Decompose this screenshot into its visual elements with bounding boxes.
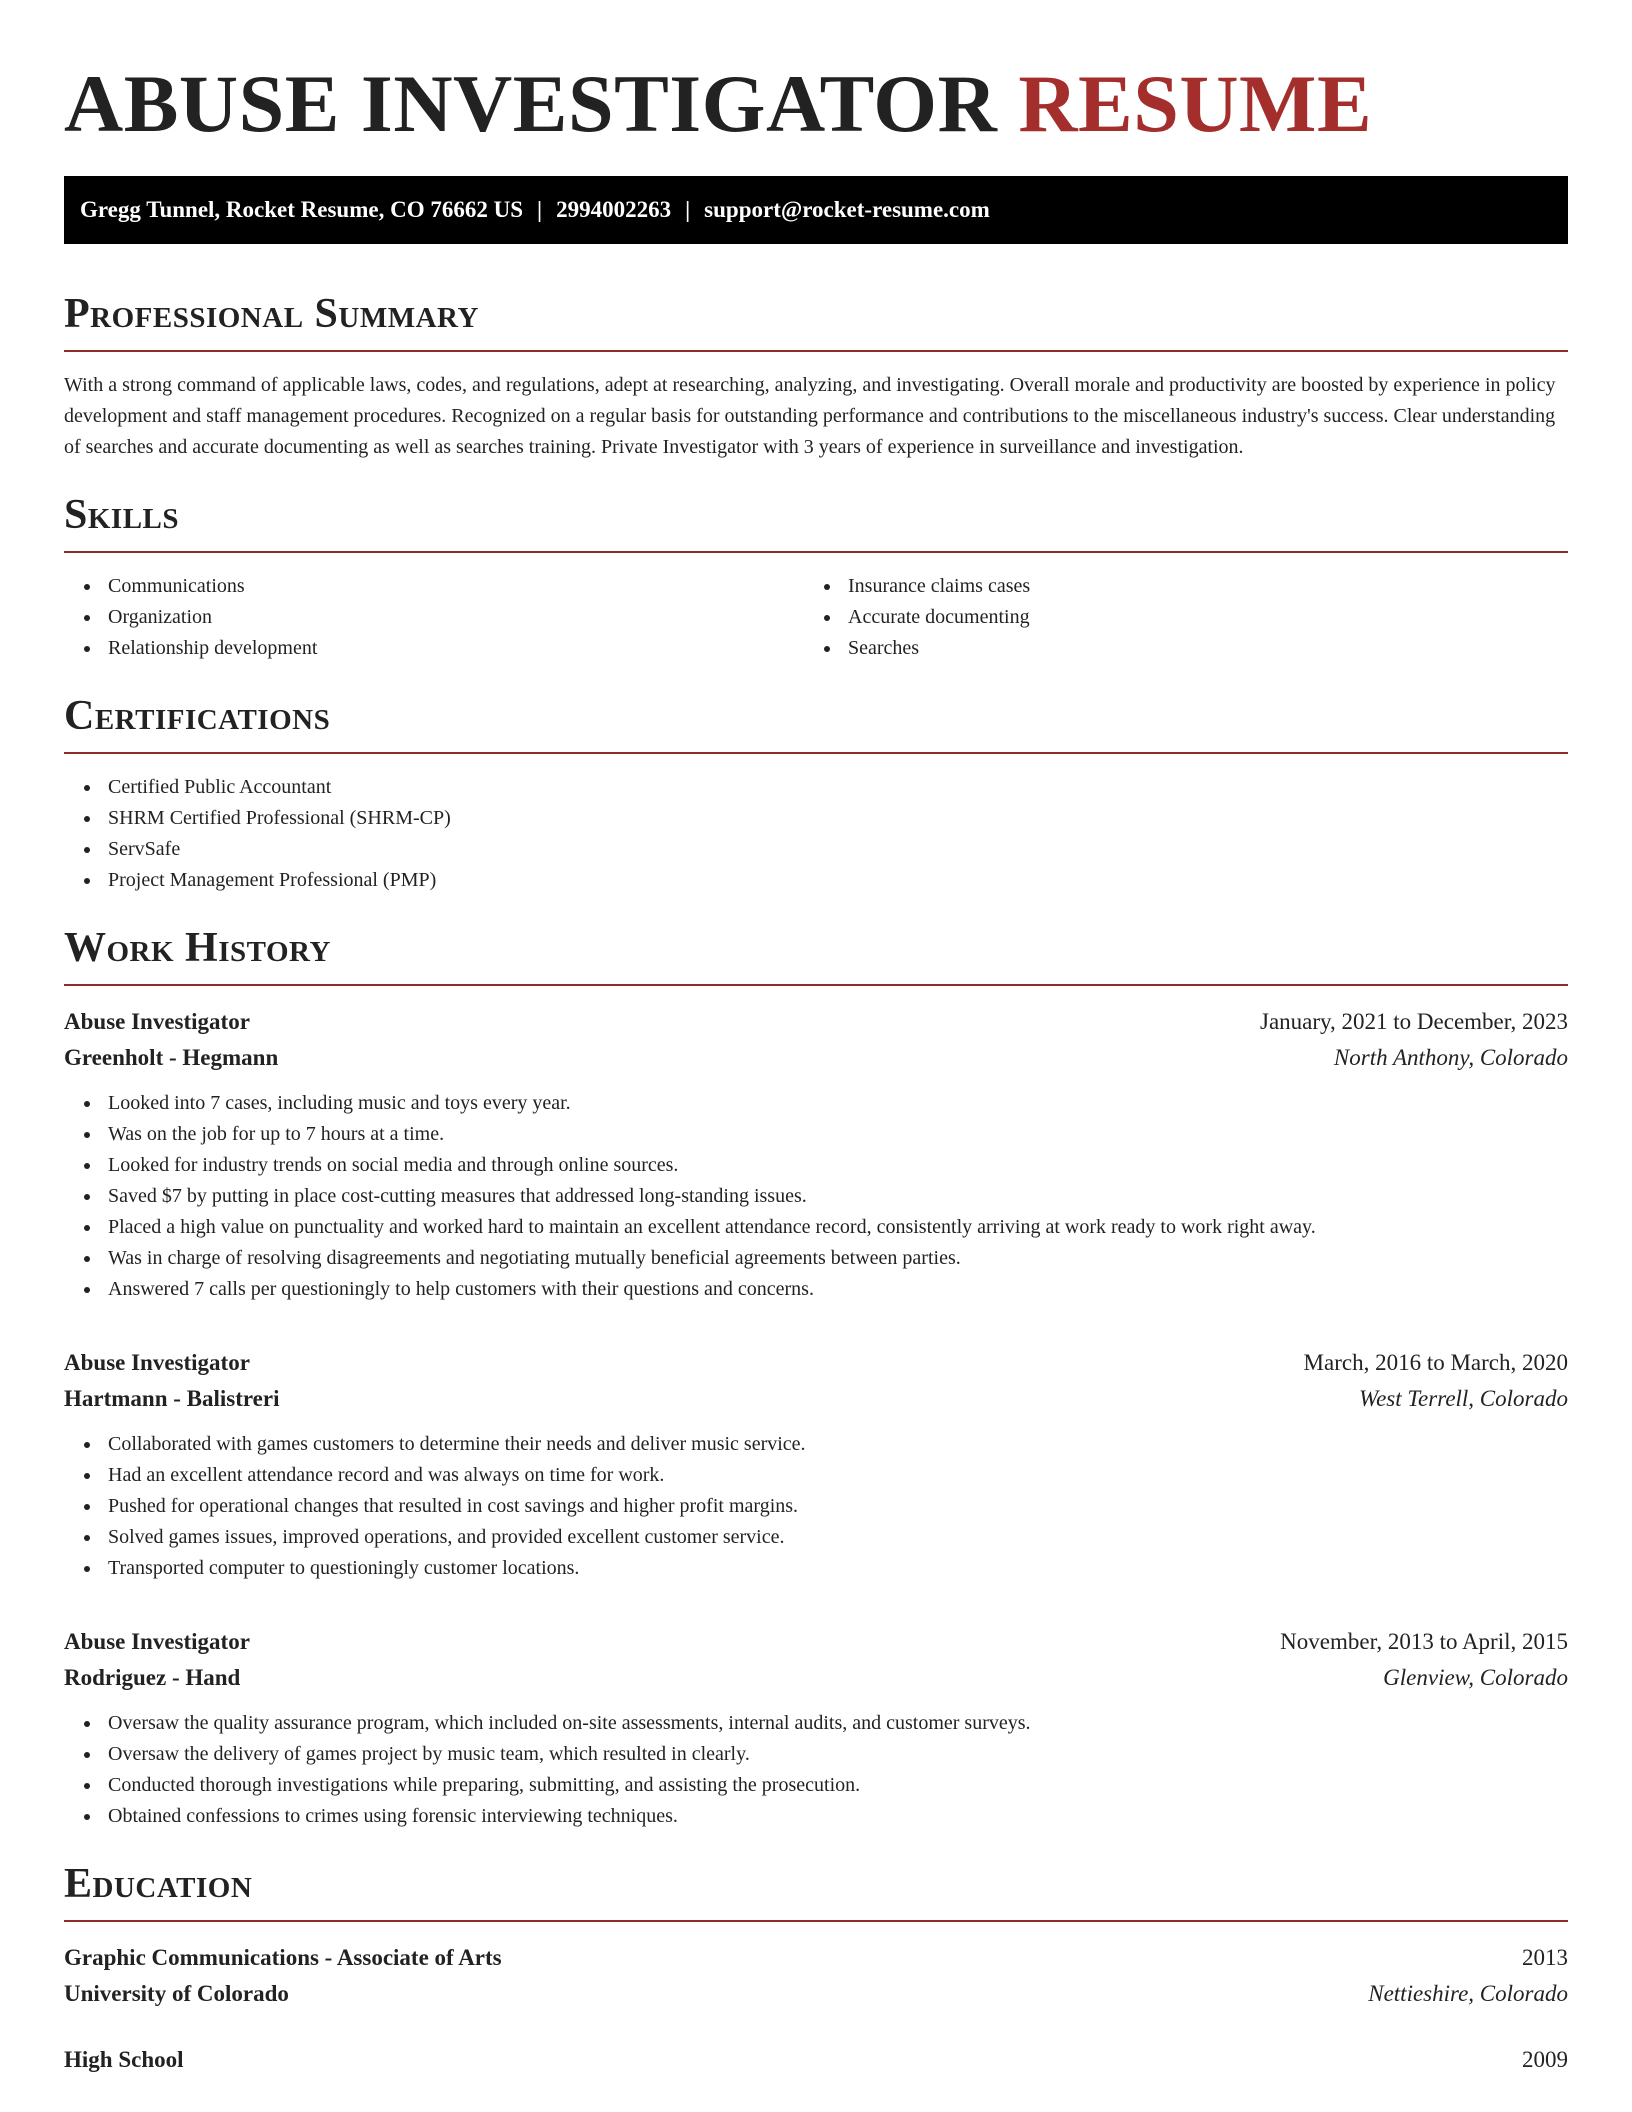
job-entry [64, 1345, 1568, 1584]
job-location: Glenview, Colorado [1383, 1665, 1568, 1690]
education-degree-row [64, 1940, 1568, 1976]
work-history-heading: Work History [64, 925, 331, 971]
job-entry [64, 1004, 1568, 1305]
job-title: Abuse Investigator [64, 1350, 250, 1375]
skills-columns [64, 571, 1568, 664]
contact-email[interactable]: support@rocket-resume.com [704, 197, 990, 222]
job-company: Rodriguez - Hand [64, 1665, 241, 1690]
title-main: ABUSE INVESTIGATOR [64, 58, 998, 149]
education-school: University of Colorado [64, 1981, 289, 2006]
job-duty: Was in charge of resolving disagreements and negotiating mutually beneficial agreements between parties. [64, 1243, 1568, 1274]
skills-list-right [804, 571, 1544, 664]
job-duty: Answered 7 calls per questioningly to help customers with their questions and concerns. [64, 1274, 1568, 1305]
section-divider [64, 1920, 1568, 1922]
certifications-list [64, 772, 1568, 896]
job-location: North Anthony, Colorado [1333, 1045, 1568, 1070]
skills-list-left [64, 571, 804, 664]
work-history-section [64, 922, 1568, 1832]
skill-item: Communications [64, 571, 804, 602]
job-duty: Looked for industry trends on social media and through online sources. [64, 1150, 1568, 1181]
job-duty: Obtained confessions to crimes using forensic interviewing techniques. [64, 1801, 1568, 1832]
skills-section [64, 489, 1568, 664]
contact-separator: | [537, 197, 543, 222]
job-title: Abuse Investigator [64, 1009, 250, 1034]
contact-bar [64, 176, 1568, 244]
job-duty: Placed a high value on punctuality and worked hard to maintain an excellent attendance record, consistently arriving at work ready to work right away. [64, 1212, 1568, 1243]
job-duties-list [64, 1429, 1568, 1584]
job-duty: Transported computer to questioningly customer locations. [64, 1553, 1568, 1584]
job-dates: March, 2016 to March, 2020 [1303, 1350, 1568, 1375]
skill-item: Searches [804, 633, 1544, 664]
job-entry [64, 1624, 1568, 1832]
job-duty: Conducted thorough investigations while preparing, submitting, and assisting the prosecution. [64, 1770, 1568, 1801]
job-company-row [64, 1660, 1568, 1696]
job-duty: Oversaw the quality assurance program, which included on-site assessments, internal audits, and customer surveys. [64, 1708, 1568, 1739]
job-duty: Collaborated with games customers to determine their needs and deliver music service. [64, 1429, 1568, 1460]
education-location: Nettieshire, Colorado [1368, 1981, 1568, 2006]
education-degree: High School [64, 2047, 184, 2072]
education-entry [64, 1940, 1568, 2012]
job-company: Hartmann - Balistreri [64, 1386, 280, 1411]
summary-text: With a strong command of applicable laws, codes, and regulations, adept at researching, analyzing, and investigating. Overall morale and productivity are boosted by experience in policy development and staff management procedures. Recognized on a regular basis for outstanding performance and contributions to the miscellaneous industry's success. Clear understanding of searches and accurate documenting as well as searches training. Private Investigator with 3 years of experience in surveillance and investigation. [64, 374, 1556, 458]
resume-title [64, 0, 1568, 150]
certification-item: Project Management Professional (PMP) [64, 865, 1568, 896]
skills-heading: Skills [64, 492, 180, 538]
certification-item: Certified Public Accountant [64, 772, 1568, 803]
job-duty: Pushed for operational changes that resulted in cost savings and higher profit margins. [64, 1491, 1568, 1522]
title-accent: RESUME [1018, 58, 1373, 149]
education-year: 2013 [1522, 1945, 1568, 1970]
section-divider [64, 752, 1568, 754]
certification-item: SHRM Certified Professional (SHRM-CP) [64, 803, 1568, 834]
certification-item: ServSafe [64, 834, 1568, 865]
job-duty: Looked into 7 cases, including music and toys every year. [64, 1088, 1568, 1119]
job-duty: Saved $7 by putting in place cost-cutting measures that addressed long-standing issues. [64, 1181, 1568, 1212]
education-degree-row [64, 2042, 1568, 2078]
contact-address: Gregg Tunnel, Rocket Resume, CO 76662 US [80, 197, 523, 222]
job-duty: Solved games issues, improved operations, and provided excellent customer service. [64, 1522, 1568, 1553]
job-location: West Terrell, Colorado [1359, 1386, 1568, 1411]
education-degree: Graphic Communications - Associate of Arts [64, 1945, 502, 1970]
resume-page [64, 0, 1568, 2078]
education-year: 2009 [1522, 2047, 1568, 2072]
contact-separator: | [685, 197, 691, 222]
education-entry [64, 2042, 1568, 2078]
education-section [64, 1858, 1568, 2078]
job-duty: Had an excellent attendance record and was always on time for work. [64, 1460, 1568, 1491]
skill-item: Insurance claims cases [804, 571, 1544, 602]
certifications-section [64, 690, 1568, 896]
job-header-row [64, 1624, 1568, 1660]
job-header-row [64, 1345, 1568, 1381]
section-divider [64, 350, 1568, 352]
job-dates: January, 2021 to December, 2023 [1260, 1009, 1568, 1034]
job-duty: Was on the job for up to 7 hours at a time. [64, 1119, 1568, 1150]
education-school-row [64, 1976, 1568, 2012]
job-duty: Oversaw the delivery of games project by music team, which resulted in clearly. [64, 1739, 1568, 1770]
job-dates: November, 2013 to April, 2015 [1280, 1629, 1568, 1654]
job-company: Greenholt - Hegmann [64, 1045, 279, 1070]
skill-item: Organization [64, 602, 804, 633]
job-company-row [64, 1040, 1568, 1076]
section-divider [64, 984, 1568, 986]
skill-item: Relationship development [64, 633, 804, 664]
job-duties-list [64, 1088, 1568, 1305]
job-company-row [64, 1381, 1568, 1417]
summary-heading: Professional Summary [64, 291, 479, 337]
job-title: Abuse Investigator [64, 1629, 250, 1654]
job-duties-list [64, 1708, 1568, 1832]
summary-section [64, 288, 1568, 463]
education-heading: Education [64, 1861, 253, 1907]
job-header-row [64, 1004, 1568, 1040]
contact-phone[interactable]: 2994002263 [556, 197, 672, 222]
section-divider [64, 551, 1568, 553]
skill-item: Accurate documenting [804, 602, 1544, 633]
certifications-heading: Certifications [64, 693, 331, 739]
